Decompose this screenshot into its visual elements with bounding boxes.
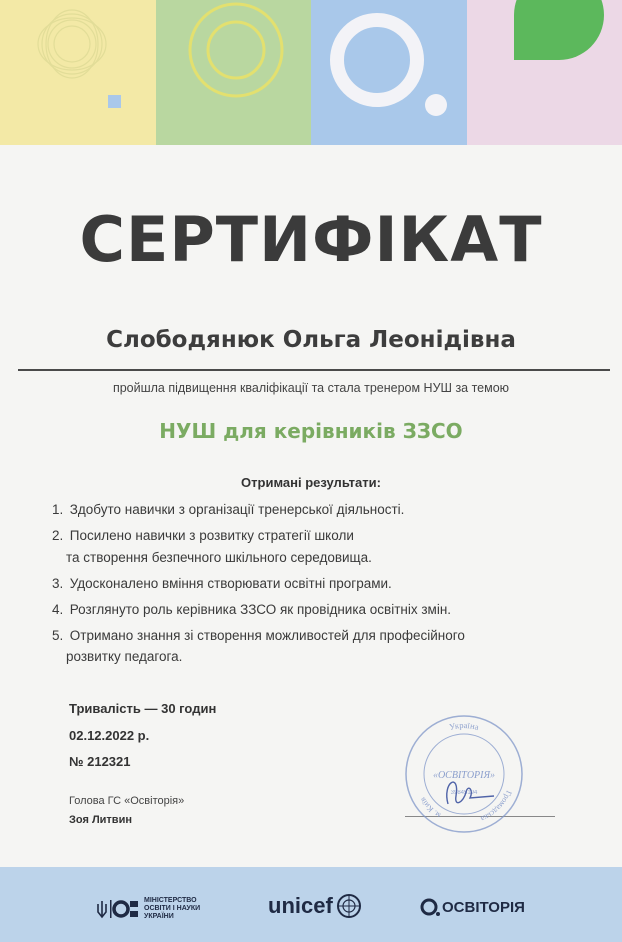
- list-item-text: Здобуто навички з організації тренерської діяльності.: [69, 502, 405, 517]
- recipient-name: Слободянюк Ольга Леонідівна: [106, 327, 516, 353]
- unicef-logo: [268, 893, 362, 919]
- double-circle-icon: [156, 0, 312, 145]
- list-item-number: 5.: [52, 627, 64, 643]
- stamp-code: 39845194: [450, 790, 478, 796]
- banner-tile-yellow: [0, 0, 156, 145]
- signatory-role: Голова ГС «Освіторія»: [69, 795, 185, 807]
- ministry-line-3: УКРАЇНИ: [144, 913, 174, 920]
- official-stamp: [402, 712, 526, 836]
- unicef-globe-icon: [336, 893, 362, 919]
- list-item-number: 4.: [52, 601, 64, 617]
- list-item: [52, 625, 572, 668]
- certificate-title: СЕРТИФІКАТ: [79, 203, 543, 276]
- certificate-body: [0, 145, 622, 867]
- list-item: [52, 599, 572, 621]
- svg-text:Україна: [448, 720, 480, 732]
- svg-text:м. Київ: [418, 795, 442, 819]
- banner-tile-green: [156, 0, 312, 145]
- stamp-center: «ОСВІТОРІЯ»: [432, 770, 496, 781]
- divider: [18, 369, 610, 371]
- list-item-text: Розглянуто роль керівника ЗЗСО як провідника освітніх змін.: [69, 601, 452, 617]
- stamp-city: м. Київ: [418, 795, 443, 820]
- list-item-text: Удосконалено вміння створювати освітні програми.: [69, 575, 392, 591]
- list-item-continuation: та створення безпечного шкільного середовища.: [66, 549, 372, 565]
- osvitoria-logo: [420, 897, 525, 917]
- list-item-text: Отримано знання зі створення можливостей для професійного: [69, 627, 465, 643]
- brush-circle-icon: [311, 0, 467, 145]
- small-square-icon: [108, 95, 121, 108]
- banner-tile-blue: [311, 0, 467, 145]
- banner-tile-pink: [467, 0, 622, 145]
- osvitoria-wordmark: ОСВІТОРІЯ: [442, 898, 525, 916]
- svg-text:Громадська: [479, 789, 514, 823]
- osvitoria-circle-icon: [420, 897, 440, 917]
- list-item: [52, 525, 572, 568]
- results-list: [52, 499, 572, 672]
- list-item: [52, 573, 572, 595]
- header-banner: [0, 0, 622, 145]
- ministry-line-1: МІНІСТЕРСТВО: [144, 897, 197, 904]
- results-heading: Отримані результати:: [241, 475, 381, 490]
- list-item-number: 3.: [52, 575, 64, 591]
- intro-text: пройшла підвищення кваліфікації та стала тренером НУШ за темою: [112, 381, 510, 395]
- unicef-wordmark: unicef: [268, 893, 333, 918]
- quarter-circle-icon: [467, 0, 622, 145]
- list-item-number: 1.: [52, 502, 64, 517]
- list-item-number: 2.: [52, 528, 64, 543]
- ministry-logo: [96, 897, 200, 921]
- ministry-line-2: ОСВІТИ І НАУКИ: [144, 905, 201, 912]
- signatory-name: Зоя Литвин: [69, 814, 132, 826]
- list-item-text: Посилено навички з розвитку стратегії школи: [69, 528, 354, 543]
- white-dot-icon: [425, 94, 447, 116]
- stamp-org-type: Громадська: [479, 789, 514, 824]
- spiral-ring-icon: [0, 0, 156, 145]
- list-item: [52, 499, 572, 521]
- course-topic: НУШ для керівників ЗЗСО: [159, 419, 463, 443]
- duration: Тривалість — 30 годин: [69, 701, 217, 716]
- footer-logos: [0, 867, 622, 942]
- ministry-emblem-icon: [96, 898, 140, 920]
- stamp-country: Україна: [448, 719, 480, 733]
- issue-date: 02.12.2022 р.: [69, 728, 150, 743]
- certificate-number: № 212321: [69, 754, 131, 769]
- list-item-continuation: розвитку педагога.: [66, 649, 183, 664]
